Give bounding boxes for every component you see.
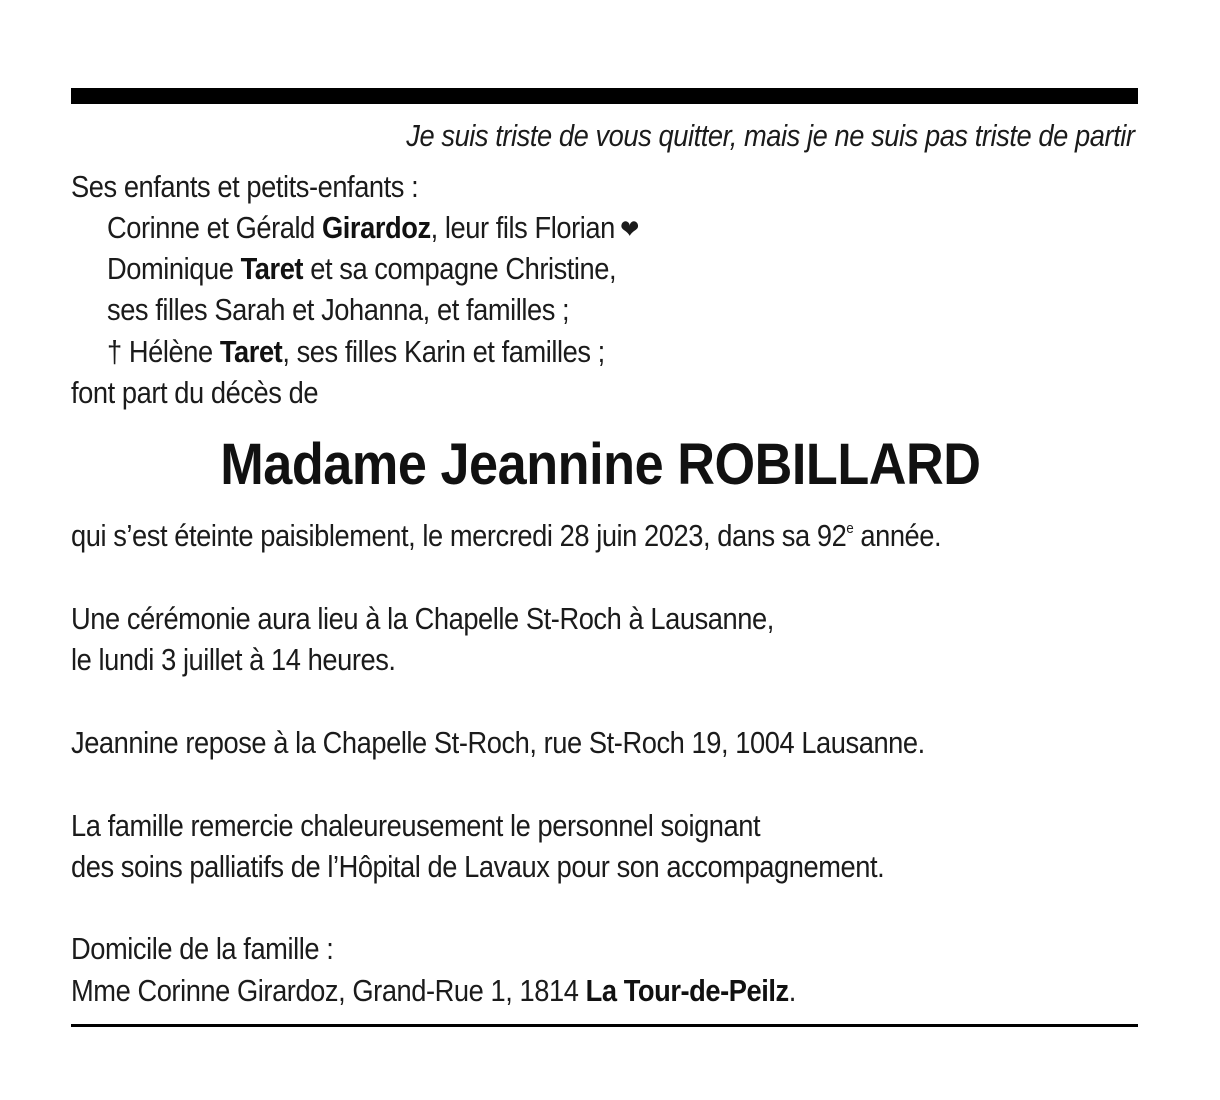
domicile-town: La Tour-de-Peilz: [585, 973, 789, 1008]
family-line-text: , ses filles Karin et familles ;: [282, 334, 605, 369]
family-line-text: , leur fils Florian: [430, 210, 615, 245]
family-intro: Ses enfants et petits-enfants :: [71, 169, 419, 204]
family-line-girardoz: [107, 208, 639, 249]
domicile-label: Domicile de la famille :: [71, 931, 334, 966]
family-line-daughters: ses filles Sarah et Johanna, et familles ;: [107, 292, 570, 327]
deceased-name: [0, 430, 1220, 500]
family-line-dominique: [107, 249, 616, 289]
death-text-end: année.: [853, 518, 942, 553]
resting-place: Jeannine repose à la Chapelle St-Roch, rue St-Roch 19, 1004 Lausanne.: [71, 725, 925, 760]
family-surname: Taret: [219, 334, 283, 369]
family-outro: font part du décès de: [71, 375, 319, 410]
ordinal-suffix: e: [846, 520, 854, 537]
family-line-text: Dominique: [107, 251, 241, 286]
death-text: qui s’est éteinte paisiblement, le mercredi 28 juin 2023, dans sa 92: [71, 518, 847, 553]
thanks-line-1: La famille remercie chaleureusement le personnel soignant: [71, 808, 761, 843]
deceased-name-text: Madame Jeannine ROBILLARD: [219, 432, 981, 497]
heart-icon: ❤: [620, 214, 639, 244]
domicile-text-end: .: [788, 973, 796, 1008]
family-surname: Taret: [240, 251, 304, 286]
domicile-address: [71, 971, 796, 1011]
domicile-text: Mme Corinne Girardoz, Grand-Rue 1, 1814: [71, 973, 586, 1008]
ceremony-line-1: Une cérémonie aura lieu à la Chapelle St-Roch à Lausanne,: [71, 601, 774, 636]
family-line-text: Corinne et Gérald: [107, 210, 322, 245]
death-notice: [71, 516, 941, 556]
family-surname: Girardoz: [321, 210, 431, 245]
family-line-helene: [107, 332, 605, 372]
bottom-rule: [71, 1024, 1138, 1027]
epigraph: Je suis triste de vous quitter, mais je ne suis pas triste de partir: [405, 118, 1134, 153]
top-rule: [71, 88, 1138, 104]
thanks-line-2: des soins palliatifs de l’Hôpital de Lavaux pour son accompagnement.: [71, 849, 885, 884]
ceremony-line-2: le lundi 3 juillet à 14 heures.: [71, 642, 396, 677]
family-line-text: et sa compagne Christine,: [303, 251, 617, 286]
family-line-text: † Hélène: [107, 334, 220, 369]
